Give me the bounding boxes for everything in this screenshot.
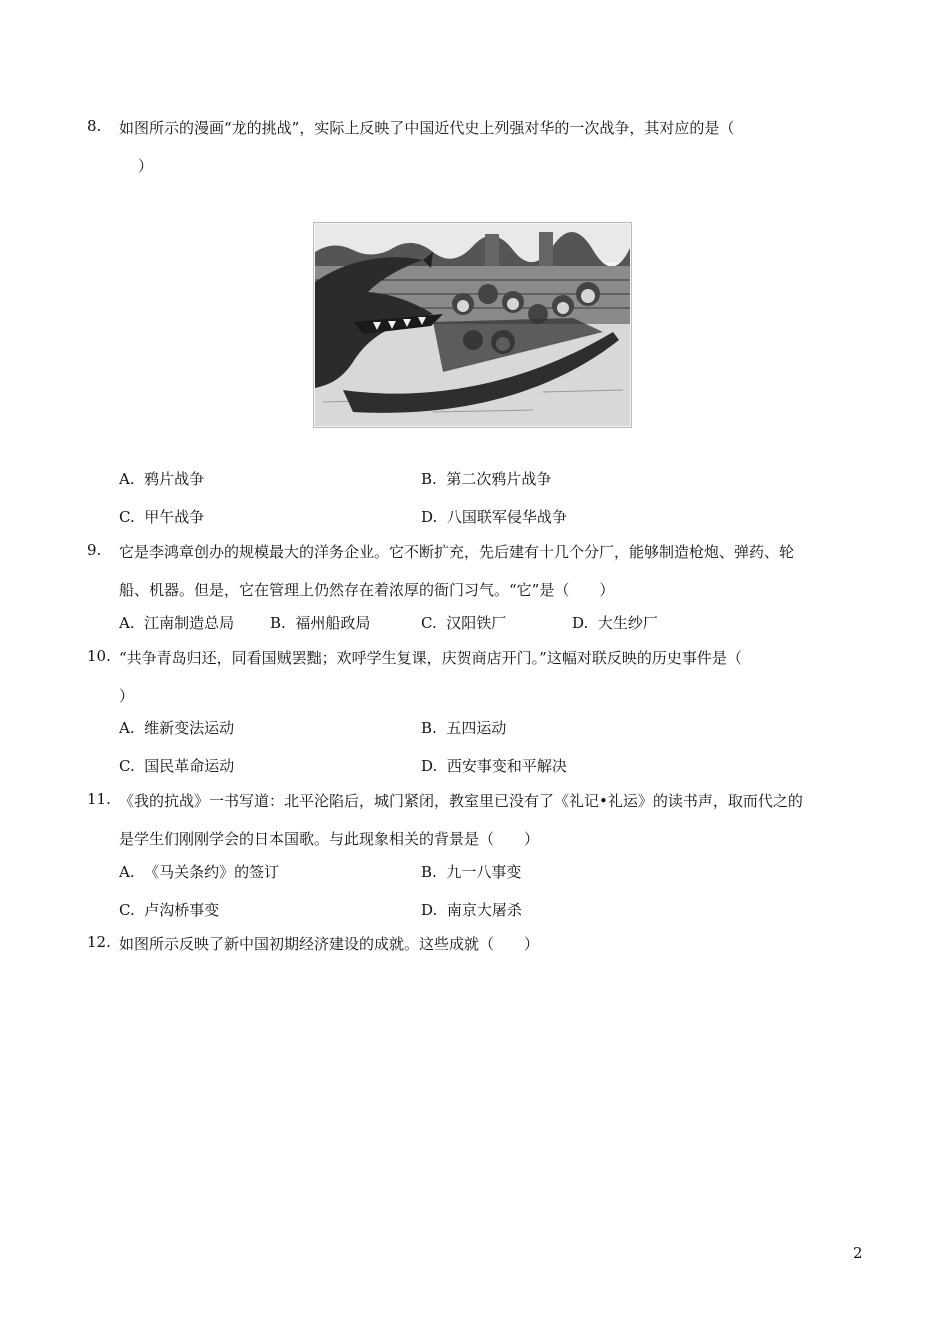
question-text: 它是李鸿章创办的规模最大的洋务企业。它不断扩充，先后建有十几个分厂，能够制造枪炮、弹药、轮 — [119, 543, 795, 561]
option-d[interactable] — [421, 506, 567, 527]
option-letter: B. — [421, 470, 437, 488]
option-b[interactable] — [421, 861, 521, 882]
question-text: “共争青岛归还，同看国贼罢黜；欢呼学生复课，庆贺商店开门。”这幅对联反映的历史事件是（ — [119, 649, 742, 667]
option-a[interactable] — [119, 612, 234, 633]
question-text-continued: 是学生们刚刚学会的日本国歌。与此现象相关的背景是（ ） — [119, 830, 540, 848]
option-letter: C. — [421, 614, 437, 632]
question-text: 如图所示反映了新中国初期经济建设的成就。这些成就（ ） — [119, 935, 540, 953]
option-a[interactable] — [119, 468, 204, 489]
option-c[interactable] — [421, 612, 506, 633]
option-text: 大生纱厂 — [597, 614, 658, 632]
option-letter: D. — [421, 901, 438, 919]
question-number: 11. — [87, 790, 111, 808]
option-d[interactable] — [572, 612, 658, 633]
option-text: 八国联军侵华战争 — [446, 508, 567, 526]
option-letter: C. — [119, 757, 135, 775]
option-letter: D. — [572, 614, 589, 632]
option-text: 南京大屠杀 — [446, 901, 522, 919]
option-c[interactable] — [119, 506, 204, 527]
question-text: 《我的抗战》一书写道：北平沦陷后，城门紧闭，教室里已没有了《礼记•礼运》的读书声，取而代之的 — [119, 792, 803, 810]
option-letter: A. — [119, 863, 135, 881]
option-d[interactable] — [421, 899, 522, 920]
option-letter: C. — [119, 901, 135, 919]
option-text: 江南制造总局 — [144, 614, 235, 632]
option-text: 九一八事变 — [446, 863, 522, 881]
option-a[interactable] — [119, 861, 279, 882]
option-text: 《马关条约》的签订 — [144, 863, 280, 881]
option-b[interactable] — [421, 717, 506, 738]
question-text-continued: 船、机器。但是，它在管理上仍然存在着浓厚的衙门习气。“它”是（ ） — [119, 581, 615, 599]
option-text: 国民革命运动 — [144, 757, 235, 775]
option-d[interactable] — [421, 755, 567, 776]
question-number: 8. — [87, 117, 102, 135]
option-text: 汉阳铁厂 — [446, 614, 507, 632]
option-text: 甲午战争 — [144, 508, 205, 526]
question-text-continued: ） — [138, 157, 154, 175]
dragon-challenge-cartoon — [313, 222, 632, 428]
option-b[interactable] — [270, 612, 370, 633]
option-letter: A. — [119, 470, 135, 488]
option-text: 五四运动 — [446, 719, 507, 737]
option-text: 西安事变和平解决 — [446, 757, 567, 775]
option-c[interactable] — [119, 755, 234, 776]
question-text-continued: ） — [119, 687, 135, 705]
option-text: 鸦片战争 — [144, 470, 205, 488]
question-number: 9. — [87, 541, 102, 559]
option-text: 维新变法运动 — [144, 719, 235, 737]
option-letter: B. — [421, 719, 437, 737]
option-letter: D. — [421, 508, 438, 526]
question-number: 12. — [87, 933, 111, 951]
option-c[interactable] — [119, 899, 219, 920]
option-letter: A. — [119, 719, 135, 737]
option-a[interactable] — [119, 717, 234, 738]
option-letter: B. — [270, 614, 286, 632]
question-text: 如图所示的漫画“龙的挑战”，实际上反映了中国近代史上列强对华的一次战争，其对应的是（ — [119, 119, 735, 137]
option-letter: A. — [119, 614, 135, 632]
option-letter: C. — [119, 508, 135, 526]
question-number: 10. — [87, 647, 111, 665]
option-letter: D. — [421, 757, 438, 775]
option-letter: B. — [421, 863, 437, 881]
page-number: 2 — [853, 1244, 863, 1262]
option-text: 福州船政局 — [295, 614, 371, 632]
option-b[interactable] — [421, 468, 551, 489]
option-text: 第二次鸦片战争 — [446, 470, 552, 488]
option-text: 卢沟桥事变 — [144, 901, 220, 919]
